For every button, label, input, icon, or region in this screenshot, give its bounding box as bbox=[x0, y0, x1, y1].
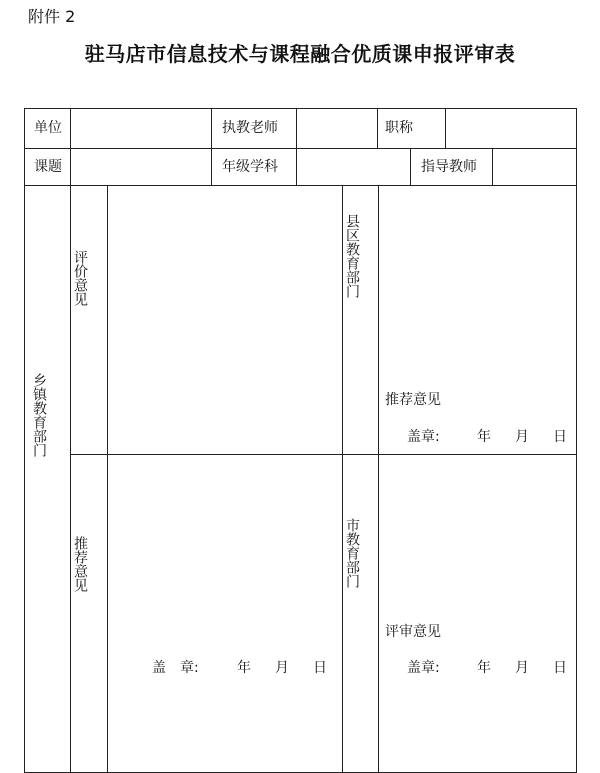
table-border-top bbox=[24, 108, 577, 109]
row1-col-div-2 bbox=[211, 108, 212, 148]
township-dept-label: 乡镇教育部门 bbox=[31, 373, 47, 457]
grade-subject-label: 年级学科 bbox=[222, 159, 278, 175]
county-seal-line bbox=[24, 428, 577, 446]
topic-label: 课题 bbox=[34, 159, 62, 175]
row2-col-div-3 bbox=[296, 148, 297, 185]
row1-col-div-3 bbox=[296, 108, 297, 148]
row2-col-div-4 bbox=[410, 148, 411, 185]
county-seal-label: 盖章: bbox=[407, 429, 440, 445]
city-review-label: 评审意见 bbox=[385, 624, 441, 640]
township-seal-year: 年 bbox=[237, 660, 251, 676]
county-seal-year: 年 bbox=[477, 429, 491, 445]
city-seal-day: 日 bbox=[553, 660, 567, 676]
advisor-label: 指导教师 bbox=[421, 159, 477, 175]
body-col-div-2 bbox=[107, 185, 108, 773]
row2-col-div-2 bbox=[211, 148, 212, 185]
row1-col-div-5 bbox=[445, 108, 446, 148]
county-recommend-label: 推荐意见 bbox=[385, 392, 441, 408]
body-row-divider bbox=[70, 454, 577, 455]
county-dept-label: 县区教育部门 bbox=[344, 214, 360, 298]
body-col-div-4 bbox=[378, 185, 379, 773]
county-seal-day: 日 bbox=[553, 429, 567, 445]
row-divider-1 bbox=[24, 148, 577, 149]
document-title: 驻马店市信息技术与课程融合优质课申报评审表 bbox=[84, 42, 516, 66]
review-form-table bbox=[24, 108, 577, 773]
city-seal-label: 盖章: bbox=[407, 660, 440, 676]
recommend-opinion-label: 推荐意见 bbox=[72, 536, 88, 592]
row2-col-div-5 bbox=[492, 148, 493, 185]
row2-col-div-1 bbox=[70, 148, 71, 185]
township-seal-label: 盖 章: bbox=[152, 660, 199, 676]
teacher-label: 执教老师 bbox=[222, 120, 278, 136]
title-rank-label: 职称 bbox=[385, 120, 413, 136]
city-dept-label: 市教育部门 bbox=[344, 518, 360, 588]
city-seal-month: 月 bbox=[515, 660, 529, 676]
county-seal-month: 月 bbox=[515, 429, 529, 445]
unit-label: 单位 bbox=[34, 120, 62, 136]
township-seal-month: 月 bbox=[275, 660, 289, 676]
row1-col-div-1 bbox=[70, 108, 71, 148]
township-seal-line bbox=[24, 659, 577, 677]
annex-label: 附件 2 bbox=[28, 7, 76, 26]
row1-col-div-4 bbox=[377, 108, 378, 148]
city-seal-year: 年 bbox=[477, 660, 491, 676]
evaluation-opinion-label: 评价意见 bbox=[72, 250, 88, 306]
township-seal-day: 日 bbox=[313, 660, 327, 676]
